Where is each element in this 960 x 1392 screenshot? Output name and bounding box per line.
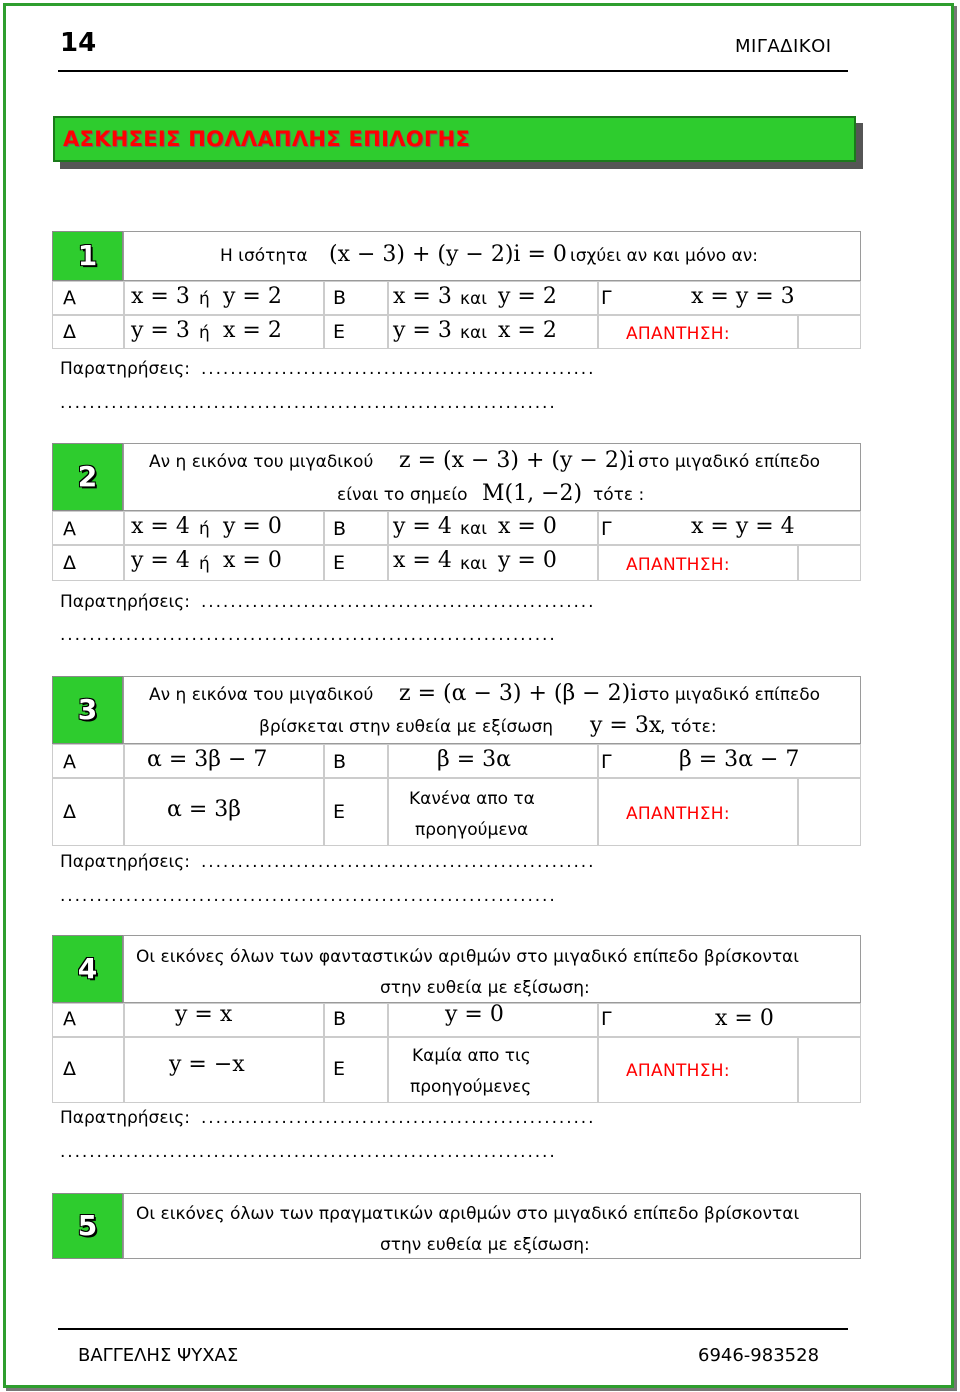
question-number-box (52, 676, 123, 744)
option-letter-cell (324, 511, 388, 545)
option-cell[interactable] (124, 744, 324, 778)
option-math: β = 3α (437, 747, 511, 772)
stem-text: τότε : (593, 485, 645, 505)
stem-text: στο μιγαδικό επίπεδο (638, 452, 821, 472)
option-math: y = 0 (445, 1002, 504, 1027)
option-cell[interactable] (388, 281, 598, 315)
question-stem-box (123, 231, 861, 281)
option-cell[interactable] (124, 545, 324, 581)
answer-cell (598, 315, 798, 349)
option-letter: Β (333, 1008, 347, 1030)
option-cell[interactable] (388, 1003, 598, 1037)
option-cell[interactable] (388, 545, 598, 581)
stem-text: Αν η εικόνα του μιγαδικού (149, 452, 374, 472)
option-cell[interactable] (124, 778, 324, 846)
question-number: 5 (77, 1209, 98, 1242)
notes-label: Παρατηρήσεις: (60, 592, 190, 612)
question-number: 1 (77, 239, 98, 272)
notes-dots: .................................................................... (60, 1142, 557, 1162)
footer-phone: 6946-983528 (698, 1345, 820, 1366)
option-math: x = 0 (223, 548, 282, 573)
chapter-title: ΜΙΓΑΔΙΚΟΙ (735, 36, 832, 57)
option-math: y = 0 (498, 548, 557, 573)
option-cell[interactable] (388, 511, 598, 545)
option-letter-cell (52, 511, 124, 545)
option-word: και (460, 554, 487, 574)
option-letter: Δ (63, 552, 76, 574)
option-word: και (460, 323, 487, 343)
option-math: β = 3α − 7 (679, 747, 800, 772)
stem-text: ισχύει αν και μόνο αν: (570, 246, 758, 266)
stem-equation: M(1, −2) (482, 481, 583, 506)
question-number-box (52, 231, 123, 281)
stem-text: Αν η εικόνα του μιγαδικού (149, 685, 374, 705)
option-cell[interactable] (388, 778, 598, 846)
option-letter-cell (52, 1037, 124, 1103)
option-text: Κανένα απο τα (409, 789, 535, 809)
answer-cell (598, 778, 798, 846)
option-math: x = 2 (223, 318, 282, 343)
option-math: x = y = 3 (691, 284, 795, 309)
option-cell[interactable] (388, 1037, 598, 1103)
option-math: x = 3 (393, 284, 452, 309)
option-letter-cell (324, 778, 388, 846)
header-rule (58, 70, 848, 72)
option-math: y = 2 (498, 284, 557, 309)
option-cell[interactable] (388, 315, 598, 349)
notes-label: Παρατηρήσεις: (60, 1108, 190, 1128)
option-math: α = 3β − 7 (147, 747, 268, 772)
option-letter-cell (324, 1037, 388, 1103)
option-letter: Γ (601, 287, 612, 309)
stem-text: στο μιγαδικό επίπεδο (638, 685, 821, 705)
answer-input[interactable] (798, 1037, 861, 1103)
option-cell[interactable] (124, 1037, 324, 1103)
option-math: y = 3 (393, 318, 452, 343)
option-letter-cell (324, 1003, 388, 1037)
notes-dots: .................................................................... (60, 625, 557, 645)
option-math: x = 0 (498, 514, 557, 539)
option-cell[interactable] (598, 511, 861, 545)
option-word: και (460, 289, 487, 309)
option-letter-cell (52, 744, 124, 778)
option-word: ή (199, 289, 210, 309)
stem-equation: z = (α − 3) + (β − 2)i (399, 681, 638, 706)
option-word: ή (199, 519, 210, 539)
stem-text: βρίσκεται στην ευθεία με εξίσωση (259, 717, 554, 737)
question-stem-box (123, 935, 861, 1003)
section-title: ΑΣΚΗΣΕΙΣ ΠΟΛΛΑΠΛΗΣ ΕΠΙΛΟΓΗΣ (63, 127, 471, 151)
section-banner (53, 116, 856, 162)
stem-text: στην ευθεία με εξίσωση: (380, 1235, 590, 1255)
footer-author: ΒΑΓΓΕΛΗΣ ΨΥΧΑΣ (78, 1345, 239, 1366)
option-letter: Γ (601, 751, 612, 773)
option-letter: Δ (63, 321, 76, 343)
answer-input[interactable] (798, 545, 861, 581)
notes-dots: ...................................................... (201, 852, 596, 872)
footer-rule (58, 1328, 848, 1330)
stem-text: στην ευθεία με εξίσωση: (380, 978, 590, 998)
notes-dots: ...................................................... (201, 1108, 596, 1128)
option-letter-cell (52, 1003, 124, 1037)
question-stem-box (123, 676, 861, 744)
option-letter: Β (333, 751, 347, 773)
option-cell[interactable] (598, 1003, 861, 1037)
option-letter: Γ (601, 1008, 612, 1030)
notes-label: Παρατηρήσεις: (60, 852, 190, 872)
stem-equation: z = (x − 3) + (y − 2)i (399, 448, 635, 473)
option-letter: Δ (63, 1058, 76, 1080)
option-math: y = x (175, 1002, 233, 1027)
answer-input[interactable] (798, 315, 861, 349)
question-stem-box (123, 443, 861, 511)
option-letter-cell (324, 545, 388, 581)
question-number: 2 (77, 460, 98, 493)
option-cell[interactable] (598, 744, 861, 778)
option-letter: Γ (601, 518, 612, 540)
question-number: 3 (77, 693, 98, 726)
option-letter: Ε (333, 552, 346, 574)
stem-text: Οι εικόνες όλων των φανταστικών αριθμών στο μιγαδικό επίπεδο βρίσκονται (136, 947, 800, 967)
option-math: x = 2 (498, 318, 557, 343)
question-stem-box (123, 1193, 861, 1259)
option-math: y = 3 (131, 318, 190, 343)
notes-label: Παρατηρήσεις: (60, 359, 190, 379)
option-math: x = 0 (715, 1006, 774, 1031)
option-letter: Β (333, 287, 347, 309)
option-letter: Β (333, 518, 347, 540)
question-number-box (52, 443, 123, 511)
option-math: y = 4 (393, 514, 452, 539)
answer-cell (598, 1037, 798, 1103)
option-letter: Α (63, 751, 76, 773)
stem-equation: y = 3x (590, 713, 662, 738)
option-letter: Ε (333, 321, 346, 343)
stem-text: Οι εικόνες όλων των πραγματικών αριθμών στο μιγαδικό επίπεδο βρίσκονται (136, 1204, 800, 1224)
option-letter: Ε (333, 1058, 346, 1080)
option-letter-cell (324, 744, 388, 778)
option-cell[interactable] (124, 1003, 324, 1037)
option-letter-cell (324, 315, 388, 349)
option-math: y = 4 (131, 548, 190, 573)
option-math: α = 3β (167, 797, 241, 822)
option-letter-cell (52, 281, 124, 315)
option-word: και (460, 519, 487, 539)
stem-equation: (x − 3) + (y − 2)i = 0 (329, 242, 567, 267)
option-cell[interactable] (124, 511, 324, 545)
question-number-box (52, 935, 123, 1003)
option-math: y = 2 (223, 284, 282, 309)
option-word: ή (199, 323, 210, 343)
answer-label: ΑΠΑΝΤΗΣΗ: (626, 324, 730, 344)
stem-text: Η ισότητα (220, 246, 308, 266)
answer-label: ΑΠΑΝΤΗΣΗ: (626, 555, 730, 575)
notes-dots: ...................................................... (201, 359, 596, 379)
option-math: x = 3 (131, 284, 190, 309)
question-number: 4 (77, 952, 98, 985)
page-number: 14 (60, 28, 97, 58)
notes-dots: ...................................................... (201, 592, 596, 612)
option-cell[interactable] (124, 281, 324, 315)
option-letter: Α (63, 287, 76, 309)
notes-dots: .................................................................... (60, 886, 557, 906)
option-text: προηγούμενα (415, 820, 529, 840)
answer-label: ΑΠΑΝΤΗΣΗ: (626, 1061, 730, 1081)
option-math: y = 0 (223, 514, 282, 539)
notes-dots: .................................................................... (60, 393, 557, 413)
option-letter-cell (52, 545, 124, 581)
option-word: ή (199, 554, 210, 574)
option-cell[interactable] (598, 281, 861, 315)
option-cell[interactable] (388, 744, 598, 778)
option-math: x = 4 (131, 514, 190, 539)
option-letter: Α (63, 1008, 76, 1030)
answer-cell (598, 545, 798, 581)
option-cell[interactable] (124, 315, 324, 349)
option-letter-cell (52, 778, 124, 846)
option-text: Καμία απο τις (412, 1046, 531, 1066)
option-letter: Ε (333, 801, 346, 823)
option-letter-cell (324, 281, 388, 315)
option-letter: Δ (63, 801, 76, 823)
option-math: x = 4 (393, 548, 452, 573)
option-letter-cell (52, 315, 124, 349)
answer-input[interactable] (798, 778, 861, 846)
option-letter: Α (63, 518, 76, 540)
question-number-box (52, 1193, 123, 1259)
stem-text: , τότε: (660, 717, 717, 737)
answer-label: ΑΠΑΝΤΗΣΗ: (626, 804, 730, 824)
option-text: προηγούμενες (410, 1077, 532, 1097)
stem-text: είναι το σημείο (337, 485, 468, 505)
option-math: x = y = 4 (691, 514, 795, 539)
option-math: y = −x (169, 1052, 245, 1077)
